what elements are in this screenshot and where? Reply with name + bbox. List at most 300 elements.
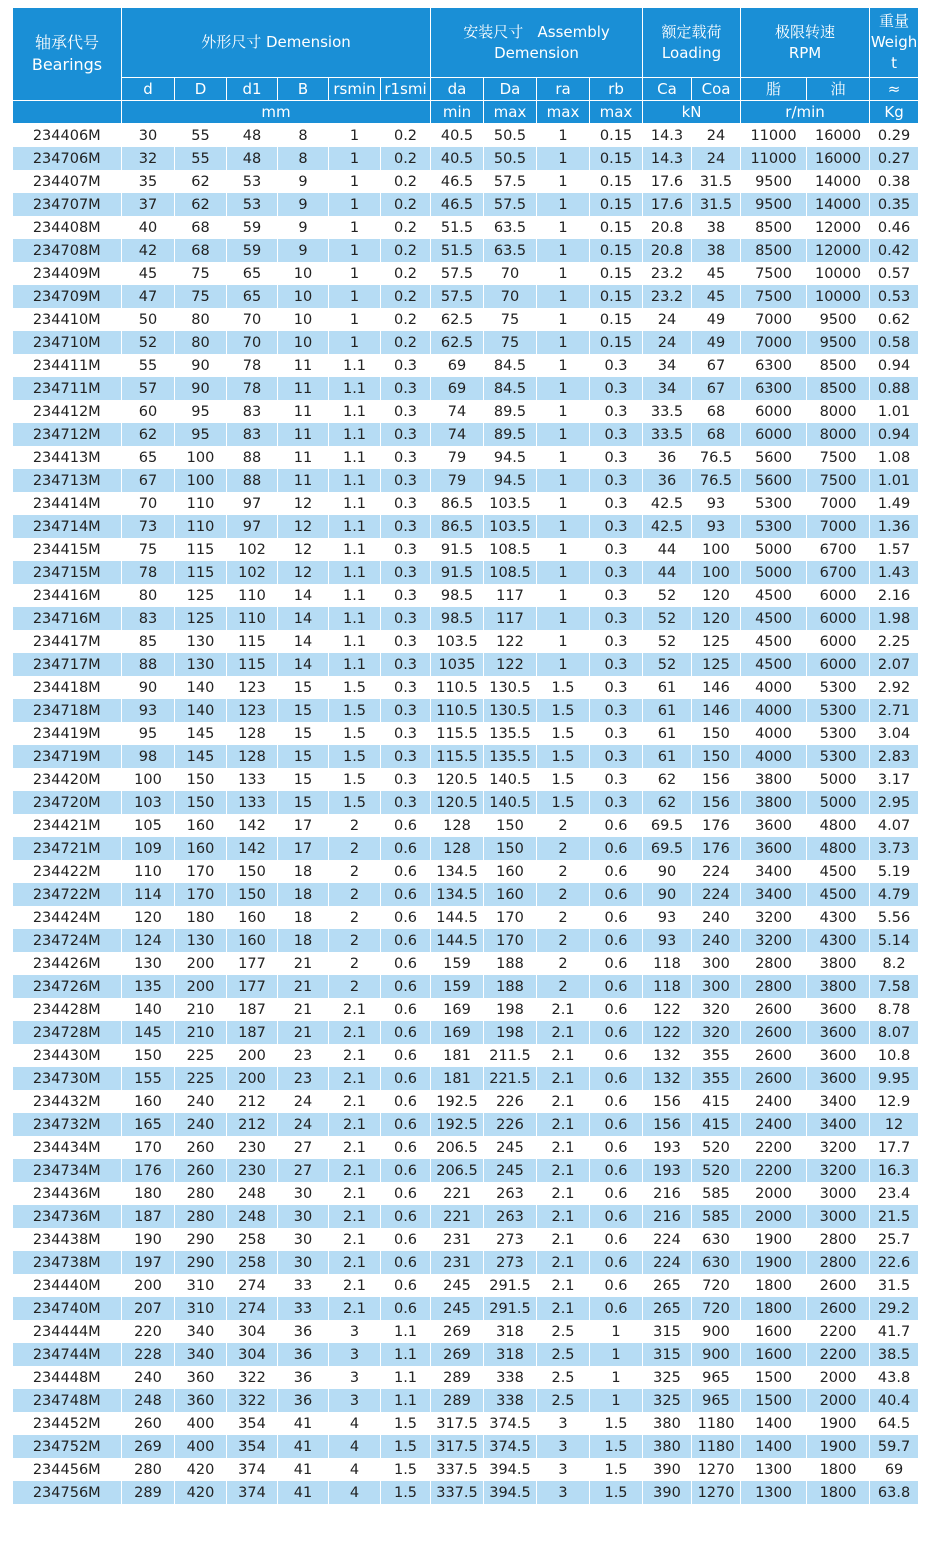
cell-d1: 258 <box>227 1228 278 1251</box>
cell-B: 15 <box>278 676 329 699</box>
cell-speed-oil: 2800 <box>807 1228 870 1251</box>
cell-Ca: 390 <box>643 1458 692 1481</box>
cell-rsmin: 2.1 <box>329 998 381 1021</box>
cell-weight: 0.46 <box>870 216 919 239</box>
cell-speed-grease: 11000 <box>741 147 807 170</box>
cell-D: 115 <box>175 561 227 584</box>
cell-speed-grease: 2400 <box>741 1113 807 1136</box>
cell-speed-grease: 1300 <box>741 1481 807 1504</box>
cell-da: 169 <box>431 998 484 1021</box>
cell-Ca: 132 <box>643 1044 692 1067</box>
cell-speed-grease: 2000 <box>741 1182 807 1205</box>
cell-rb: 0.6 <box>590 1274 643 1297</box>
cell-da: 69 <box>431 377 484 400</box>
table-row <box>13 262 919 285</box>
cell-ra: 1 <box>537 630 590 653</box>
cell-da: 79 <box>431 469 484 492</box>
cell-Coa: 415 <box>692 1090 741 1113</box>
cell-r1smin: 0.6 <box>381 929 431 952</box>
cell-d1: 133 <box>227 791 278 814</box>
cell-Ca: 20.8 <box>643 239 692 262</box>
cell-weight: 5.19 <box>870 860 919 883</box>
table-row <box>13 607 919 630</box>
cell-d: 55 <box>122 354 175 377</box>
cell-bearing-code: 234710M <box>13 331 122 354</box>
cell-ra: 2.5 <box>537 1343 590 1366</box>
cell-Coa: 45 <box>692 285 741 308</box>
subheader-d1: d1 <box>227 78 278 101</box>
cell-Ca: 90 <box>643 860 692 883</box>
cell-speed-grease: 4000 <box>741 699 807 722</box>
cell-Ca: 216 <box>643 1205 692 1228</box>
cell-Coa: 49 <box>692 331 741 354</box>
cell-speed-grease: 2600 <box>741 1067 807 1090</box>
cell-weight: 17.7 <box>870 1136 919 1159</box>
cell-Coa: 45 <box>692 262 741 285</box>
cell-speed-oil: 7000 <box>807 492 870 515</box>
cell-d: 83 <box>122 607 175 630</box>
cell-rsmin: 2.1 <box>329 1251 381 1274</box>
cell-rb: 0.15 <box>590 124 643 148</box>
cell-da: 269 <box>431 1343 484 1366</box>
cell-rsmin: 2 <box>329 975 381 998</box>
cell-da: 192.5 <box>431 1090 484 1113</box>
cell-speed-grease: 4000 <box>741 676 807 699</box>
cell-rsmin: 1.1 <box>329 354 381 377</box>
cell-rb: 0.3 <box>590 400 643 423</box>
cell-da: 337.5 <box>431 1481 484 1504</box>
cell-weight: 0.94 <box>870 423 919 446</box>
table-row <box>13 1366 919 1389</box>
cell-r1smin: 0.6 <box>381 883 431 906</box>
cell-da: 86.5 <box>431 515 484 538</box>
cell-Da: 226 <box>484 1113 537 1136</box>
table-row <box>13 1435 919 1458</box>
cell-ra: 3 <box>537 1481 590 1504</box>
cell-d: 155 <box>122 1067 175 1090</box>
cell-Da: 226 <box>484 1090 537 1113</box>
cell-rsmin: 2.1 <box>329 1228 381 1251</box>
cell-speed-grease: 4500 <box>741 607 807 630</box>
cell-Da: 70 <box>484 262 537 285</box>
cell-da: 110.5 <box>431 699 484 722</box>
cell-d: 180 <box>122 1182 175 1205</box>
cell-speed-grease: 8500 <box>741 216 807 239</box>
table-row <box>13 975 919 998</box>
table-row <box>13 538 919 561</box>
cell-speed-grease: 6300 <box>741 377 807 400</box>
cell-rsmin: 1.5 <box>329 745 381 768</box>
cell-d1: 212 <box>227 1113 278 1136</box>
cell-r1smin: 1.5 <box>381 1435 431 1458</box>
unit-min: min <box>431 101 484 124</box>
cell-d1: 258 <box>227 1251 278 1274</box>
cell-Coa: 965 <box>692 1389 741 1412</box>
cell-d: 50 <box>122 308 175 331</box>
cell-d1: 274 <box>227 1297 278 1320</box>
table-row <box>13 1458 919 1481</box>
cell-B: 36 <box>278 1343 329 1366</box>
cell-bearing-code: 234730M <box>13 1067 122 1090</box>
cell-D: 68 <box>175 216 227 239</box>
cell-Da: 122 <box>484 653 537 676</box>
cell-weight: 1.36 <box>870 515 919 538</box>
cell-r1smin: 0.6 <box>381 1251 431 1274</box>
cell-speed-oil: 2600 <box>807 1297 870 1320</box>
cell-rsmin: 2.1 <box>329 1136 381 1159</box>
cell-Ca: 224 <box>643 1228 692 1251</box>
cell-speed-grease: 3400 <box>741 860 807 883</box>
cell-bearing-code: 234426M <box>13 952 122 975</box>
cell-d: 45 <box>122 262 175 285</box>
cell-Coa: 150 <box>692 722 741 745</box>
bearing-spec-table <box>12 7 919 1504</box>
cell-r1smin: 0.6 <box>381 1274 431 1297</box>
cell-d1: 115 <box>227 630 278 653</box>
cell-speed-oil: 6000 <box>807 584 870 607</box>
cell-rsmin: 4 <box>329 1458 381 1481</box>
cell-speed-oil: 3400 <box>807 1113 870 1136</box>
cell-Coa: 320 <box>692 998 741 1021</box>
cell-weight: 0.53 <box>870 285 919 308</box>
cell-Ca: 156 <box>643 1113 692 1136</box>
cell-rb: 1 <box>590 1389 643 1412</box>
cell-Da: 70 <box>484 285 537 308</box>
cell-bearing-code: 234720M <box>13 791 122 814</box>
cell-Ca: 20.8 <box>643 216 692 239</box>
table-row <box>13 124 919 148</box>
cell-Coa: 24 <box>692 147 741 170</box>
cell-speed-grease: 7000 <box>741 308 807 331</box>
cell-d1: 248 <box>227 1182 278 1205</box>
header-assembly-en2: Demension <box>494 43 579 62</box>
cell-da: 69 <box>431 354 484 377</box>
cell-Coa: 146 <box>692 699 741 722</box>
subheader-r1smi: r1smi <box>381 78 431 101</box>
cell-speed-grease: 2600 <box>741 1021 807 1044</box>
cell-ra: 2 <box>537 952 590 975</box>
cell-speed-oil: 8500 <box>807 377 870 400</box>
cell-speed-oil: 2000 <box>807 1389 870 1412</box>
cell-D: 340 <box>175 1343 227 1366</box>
cell-ra: 1 <box>537 515 590 538</box>
cell-rsmin: 2.1 <box>329 1021 381 1044</box>
cell-Coa: 120 <box>692 584 741 607</box>
table-row <box>13 1044 919 1067</box>
cell-rb: 0.3 <box>590 354 643 377</box>
cell-bearing-code: 234722M <box>13 883 122 906</box>
cell-d1: 65 <box>227 262 278 285</box>
cell-Ca: 380 <box>643 1435 692 1458</box>
cell-bearing-code: 234707M <box>13 193 122 216</box>
cell-d: 93 <box>122 699 175 722</box>
cell-Da: 89.5 <box>484 400 537 423</box>
cell-Ca: 34 <box>643 354 692 377</box>
cell-weight: 0.62 <box>870 308 919 331</box>
table-row <box>13 469 919 492</box>
cell-weight: 5.56 <box>870 906 919 929</box>
cell-d: 228 <box>122 1343 175 1366</box>
cell-rsmin: 2 <box>329 883 381 906</box>
cell-bearing-code: 234414M <box>13 492 122 515</box>
cell-rb: 0.6 <box>590 1136 643 1159</box>
cell-speed-oil: 3400 <box>807 1090 870 1113</box>
table-row <box>13 1136 919 1159</box>
cell-Coa: 300 <box>692 952 741 975</box>
cell-Da: 291.5 <box>484 1274 537 1297</box>
cell-Coa: 67 <box>692 354 741 377</box>
cell-r1smin: 0.2 <box>381 262 431 285</box>
cell-da: 51.5 <box>431 239 484 262</box>
cell-da: 128 <box>431 837 484 860</box>
cell-Ca: 52 <box>643 584 692 607</box>
cell-r1smin: 0.3 <box>381 607 431 630</box>
cell-speed-grease: 4000 <box>741 722 807 745</box>
cell-weight: 31.5 <box>870 1274 919 1297</box>
cell-B: 21 <box>278 952 329 975</box>
subheader-rb: rb <box>590 78 643 101</box>
cell-Coa: 630 <box>692 1251 741 1274</box>
cell-rsmin: 3 <box>329 1343 381 1366</box>
cell-speed-oil: 10000 <box>807 262 870 285</box>
cell-r1smin: 1.1 <box>381 1343 431 1366</box>
cell-Coa: 1180 <box>692 1435 741 1458</box>
cell-Ca: 61 <box>643 676 692 699</box>
cell-weight: 3.04 <box>870 722 919 745</box>
cell-Ca: 193 <box>643 1159 692 1182</box>
cell-ra: 1 <box>537 584 590 607</box>
cell-rsmin: 1.1 <box>329 446 381 469</box>
cell-speed-grease: 6000 <box>741 423 807 446</box>
cell-Ca: 118 <box>643 952 692 975</box>
unit-max-ra: max <box>537 101 590 124</box>
cell-ra: 1 <box>537 492 590 515</box>
cell-d: 78 <box>122 561 175 584</box>
cell-da: 181 <box>431 1067 484 1090</box>
cell-D: 170 <box>175 883 227 906</box>
table-row <box>13 860 919 883</box>
cell-d: 190 <box>122 1228 175 1251</box>
cell-bearing-code: 234408M <box>13 216 122 239</box>
cell-d1: 128 <box>227 745 278 768</box>
table-row <box>13 331 919 354</box>
cell-Ca: 69.5 <box>643 837 692 860</box>
cell-weight: 8.07 <box>870 1021 919 1044</box>
cell-speed-grease: 5600 <box>741 446 807 469</box>
table-row <box>13 170 919 193</box>
cell-da: 128 <box>431 814 484 837</box>
header-rpm-cn: 极限转速 <box>775 22 836 41</box>
cell-rsmin: 1.1 <box>329 400 381 423</box>
cell-Da: 160 <box>484 883 537 906</box>
cell-Da: 89.5 <box>484 423 537 446</box>
cell-D: 360 <box>175 1366 227 1389</box>
cell-rb: 0.3 <box>590 561 643 584</box>
cell-rsmin: 1.1 <box>329 423 381 446</box>
cell-speed-grease: 1500 <box>741 1389 807 1412</box>
cell-rb: 0.6 <box>590 1090 643 1113</box>
table-row <box>13 147 919 170</box>
cell-d: 75 <box>122 538 175 561</box>
cell-r1smin: 0.3 <box>381 354 431 377</box>
cell-speed-oil: 14000 <box>807 193 870 216</box>
cell-rsmin: 1.5 <box>329 768 381 791</box>
cell-ra: 2 <box>537 860 590 883</box>
cell-rsmin: 3 <box>329 1320 381 1343</box>
cell-d1: 83 <box>227 423 278 446</box>
cell-rsmin: 2 <box>329 814 381 837</box>
cell-weight: 8.78 <box>870 998 919 1021</box>
cell-da: 206.5 <box>431 1159 484 1182</box>
cell-speed-oil: 3600 <box>807 1067 870 1090</box>
cell-speed-oil: 5300 <box>807 676 870 699</box>
cell-rsmin: 1.1 <box>329 469 381 492</box>
cell-rb: 0.3 <box>590 423 643 446</box>
cell-rsmin: 1.1 <box>329 492 381 515</box>
cell-d1: 78 <box>227 354 278 377</box>
cell-D: 180 <box>175 906 227 929</box>
cell-rb: 0.6 <box>590 1205 643 1228</box>
cell-weight: 1.01 <box>870 469 919 492</box>
cell-D: 68 <box>175 239 227 262</box>
cell-B: 8 <box>278 124 329 148</box>
cell-Coa: 1180 <box>692 1412 741 1435</box>
cell-rb: 0.3 <box>590 791 643 814</box>
cell-Coa: 38 <box>692 216 741 239</box>
cell-B: 9 <box>278 193 329 216</box>
cell-d: 95 <box>122 722 175 745</box>
cell-speed-grease: 7500 <box>741 262 807 285</box>
cell-B: 11 <box>278 469 329 492</box>
cell-B: 11 <box>278 446 329 469</box>
cell-r1smin: 0.6 <box>381 1205 431 1228</box>
cell-speed-grease: 1800 <box>741 1274 807 1297</box>
cell-rsmin: 1 <box>329 193 381 216</box>
table-row <box>13 998 919 1021</box>
cell-Coa: 240 <box>692 929 741 952</box>
cell-weight: 29.2 <box>870 1297 919 1320</box>
cell-bearing-code: 234452M <box>13 1412 122 1435</box>
cell-da: 181 <box>431 1044 484 1067</box>
cell-B: 17 <box>278 814 329 837</box>
cell-Ca: 69.5 <box>643 814 692 837</box>
cell-ra: 2.1 <box>537 1113 590 1136</box>
cell-rsmin: 2.1 <box>329 1159 381 1182</box>
cell-ra: 1 <box>537 469 590 492</box>
cell-D: 310 <box>175 1274 227 1297</box>
cell-B: 14 <box>278 607 329 630</box>
cell-weight: 10.8 <box>870 1044 919 1067</box>
cell-ra: 2.1 <box>537 1205 590 1228</box>
cell-D: 80 <box>175 331 227 354</box>
cell-Da: 150 <box>484 814 537 837</box>
cell-bearing-code: 234713M <box>13 469 122 492</box>
cell-da: 103.5 <box>431 630 484 653</box>
cell-d1: 133 <box>227 768 278 791</box>
cell-rsmin: 2 <box>329 860 381 883</box>
cell-weight: 0.88 <box>870 377 919 400</box>
cell-d1: 142 <box>227 814 278 837</box>
cell-speed-grease: 6300 <box>741 354 807 377</box>
cell-Da: 57.5 <box>484 170 537 193</box>
cell-rsmin: 1.5 <box>329 722 381 745</box>
cell-d: 88 <box>122 653 175 676</box>
cell-B: 11 <box>278 400 329 423</box>
cell-D: 280 <box>175 1182 227 1205</box>
cell-Coa: 31.5 <box>692 193 741 216</box>
cell-Coa: 300 <box>692 975 741 998</box>
cell-weight: 5.14 <box>870 929 919 952</box>
cell-bearing-code: 234734M <box>13 1159 122 1182</box>
cell-r1smin: 0.6 <box>381 814 431 837</box>
cell-r1smin: 1.1 <box>381 1366 431 1389</box>
cell-D: 95 <box>175 423 227 446</box>
cell-ra: 2.1 <box>537 1274 590 1297</box>
cell-d: 207 <box>122 1297 175 1320</box>
cell-r1smin: 0.2 <box>381 124 431 148</box>
cell-d: 90 <box>122 676 175 699</box>
cell-ra: 1 <box>537 423 590 446</box>
cell-D: 80 <box>175 308 227 331</box>
cell-bearing-code: 234717M <box>13 653 122 676</box>
unit-empty <box>13 101 122 124</box>
cell-Coa: 224 <box>692 860 741 883</box>
cell-D: 225 <box>175 1067 227 1090</box>
cell-Ca: 265 <box>643 1274 692 1297</box>
cell-Da: 84.5 <box>484 377 537 400</box>
cell-Ca: 93 <box>643 929 692 952</box>
cell-da: 245 <box>431 1297 484 1320</box>
cell-rb: 0.3 <box>590 584 643 607</box>
cell-rb: 0.15 <box>590 285 643 308</box>
cell-rsmin: 2.1 <box>329 1044 381 1067</box>
cell-weight: 2.92 <box>870 676 919 699</box>
cell-rb: 0.3 <box>590 745 643 768</box>
cell-speed-oil: 5000 <box>807 768 870 791</box>
cell-speed-grease: 1400 <box>741 1412 807 1435</box>
cell-Ca: 36 <box>643 469 692 492</box>
cell-D: 90 <box>175 354 227 377</box>
cell-r1smin: 0.6 <box>381 1090 431 1113</box>
cell-d: 197 <box>122 1251 175 1274</box>
cell-da: 192.5 <box>431 1113 484 1136</box>
table-row <box>13 814 919 837</box>
cell-d1: 150 <box>227 860 278 883</box>
cell-d1: 70 <box>227 308 278 331</box>
cell-bearing-code: 234726M <box>13 975 122 998</box>
cell-speed-grease: 4500 <box>741 584 807 607</box>
cell-D: 420 <box>175 1458 227 1481</box>
cell-B: 10 <box>278 331 329 354</box>
table-row <box>13 791 919 814</box>
cell-bearing-code: 234422M <box>13 860 122 883</box>
cell-speed-oil: 3200 <box>807 1136 870 1159</box>
cell-ra: 1 <box>537 308 590 331</box>
cell-d: 47 <box>122 285 175 308</box>
cell-da: 144.5 <box>431 929 484 952</box>
cell-ra: 2.1 <box>537 1021 590 1044</box>
cell-da: 134.5 <box>431 883 484 906</box>
cell-B: 33 <box>278 1297 329 1320</box>
subheader-rsmin: rsmin <box>329 78 381 101</box>
table-row <box>13 1389 919 1412</box>
cell-speed-oil: 3600 <box>807 1021 870 1044</box>
cell-B: 36 <box>278 1320 329 1343</box>
cell-bearing-code: 234712M <box>13 423 122 446</box>
cell-speed-grease: 3800 <box>741 791 807 814</box>
table-row <box>13 1113 919 1136</box>
table-row <box>13 193 919 216</box>
